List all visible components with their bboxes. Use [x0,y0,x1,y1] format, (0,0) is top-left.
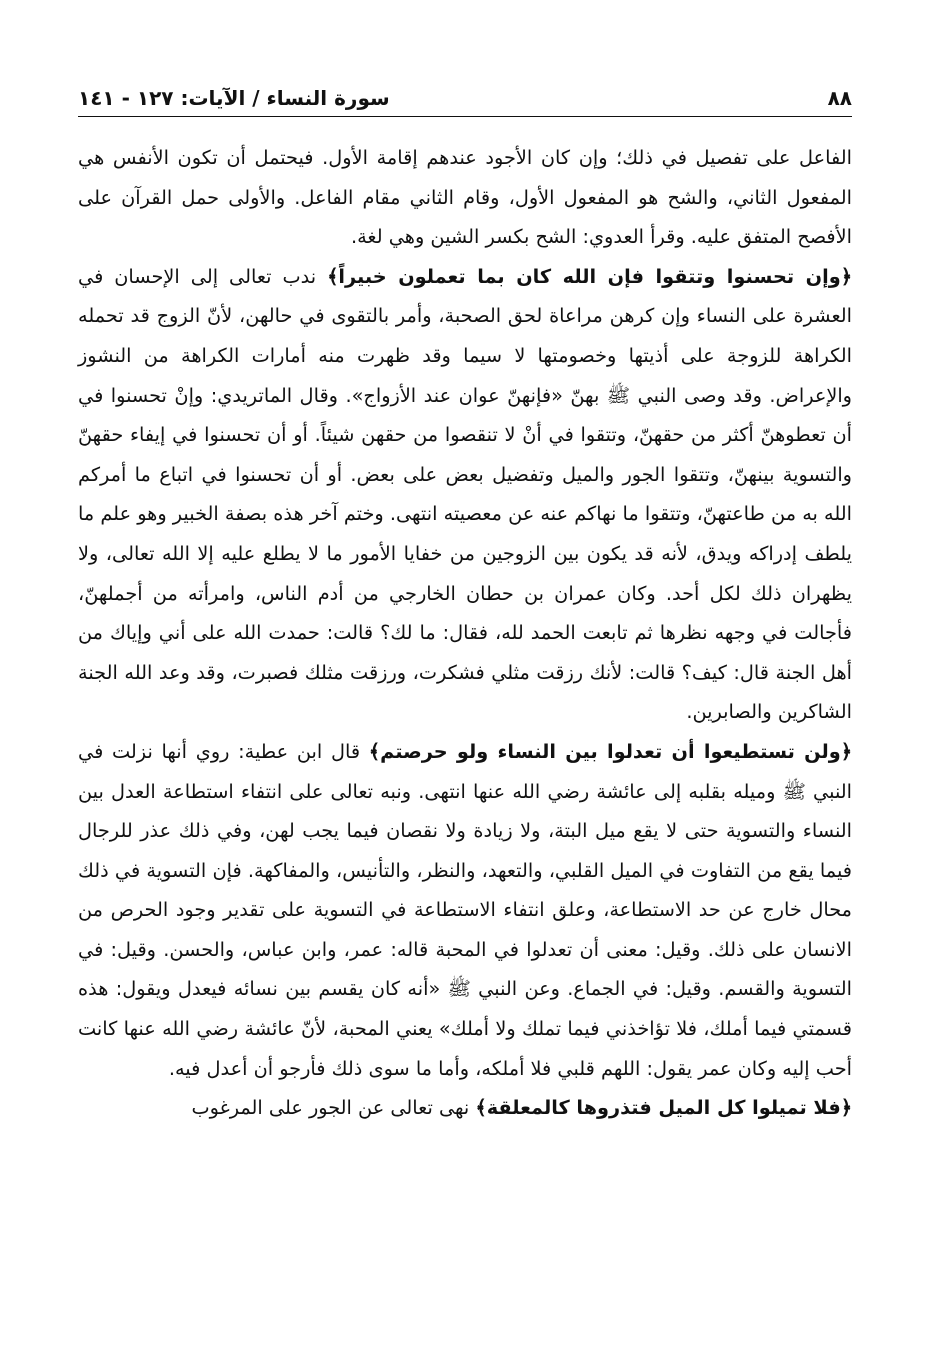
paragraph-4 [78,1088,852,1128]
quran-verse-1: ﴿وإن تحسنوا وتتقوا فإن الله كان بما تعملون خبيراً﴾ [327,264,852,288]
body-text [78,138,852,1128]
paragraph-3-text: قال ابن عطية: روي أنها نزلت في النبي ﷺ وميله بقلبه إلى عائشة رضي الله عنها انتهى. ونبه تعالى على انتفاء استطاعة العدل بين النساء والتسوية حتى لا يقع ميل البتة، ولا زيادة ولا نقصان فيما يجب لهن، وفي ذلك عذر للرجال فيما يقع من التفاوت في الميل القلبي، والتعهد، والنظر، والتأنيس، والمفاكهة. فإن التسوية في ذلك محال خارج عن حد الاستطاعة، وعلق انتفاء الاستطاعة في التسوية على تقدير وجود الحرص من الانسان على ذلك. وقيل: معنى أن تعدلوا في المحبة قاله: عمر، وابن عباس، والحسن. وقيل: في التسوية والقسم. وقيل: في الجماع. وعن النبي ﷺ «أنه كان يقسم بين نسائه فيعدل ويقول: هذه قسمتي فيما أملك، فلا تؤاخذني فيما تملك ولا أملك» يعني المحبة، لأنّ عائشة رضي الله عنها كانت أحب إليه وكان عمر يقول: اللهم قلبي فلا أملكه، وأما ما سوى ذلك فأرجو أن أعدل فيه. [78,739,852,1080]
quran-verse-2: ﴿ولن تستطيعوا أن تعدلوا بين النساء ولو حرصتم﴾ [368,739,852,763]
paragraph-2 [78,257,852,732]
paragraph-3 [78,732,852,1088]
paragraph-1 [78,138,852,257]
quran-verse-3: ﴿فلا تميلوا كل الميل فتذروها كالمعلقة﴾ [475,1096,852,1120]
paragraph-4-text: نهى تعالى عن الجور على المرغوب [191,1096,476,1120]
paragraph-2-text: ندب تعالى إلى الإحسان في العشرة على النساء وإن كرهن مراعاة لحق الصحبة، وأمر بالتقوى في حالهن، لأنّ الزوج قد تحمله الكراهة للزوجة على أذيتها وخصومتها لا سيما وقد ظهرت منه أمارات الكراهة من النشوز والإعراض. وقد وصى النبي ﷺ بهنّ «فإنهنّ عوان عند الأزواج». وقال الماتريدي: وإنْ تحسنوا في أن تعطوهنّ أكثر من حقهنّ، وتتقوا في أنْ لا تنقصوا من حقهن شيئاً. أو أن تحسنوا في إيفاء حقهنّ والتسوية بينهنّ، وتتقوا الجور والميل وتفضيل بعض على بعض. أو أن تحسنوا في اتباع ما أمركم الله به من طاعتهنّ، وتتقوا ما نهاكم عنه عن معصيته انتهى. وختم آخر هذه بصفة الخبير وهو علم ما يلطف إدراكه ويدق، لأنه قد يكون بين الزوجين من خفايا الأمور ما لا يطلع عليه إلا الله تعالى، ولا يظهران ذلك لكل أحد. وكان عمران بن حطان الخارجي من أدم الناس، وامرأته من أجملهنّ، فأجالت في وجهه نظرها ثم تابعت الحمد لله، فقال: ما لك؟ قالت: حمدت الله على أني وإياك من أهل الجنة قال: كيف؟ قالت: لأنك رزقت مثلي فشكرت، ورزقت مثلك فصبرت، وقد وعد الله الجنة الشاكرين والصابرين. [78,264,852,724]
running-title: سورة النساء / الآيات: ١٢٧ - ١٤١ [78,86,390,110]
running-header [78,86,852,118]
paragraph-1-text: الفاعل على تفصيل في ذلك؛ وإن كان الأجود عندهم إقامة الأول. فيحتمل أن تكون الأنفس هي المفعول الثاني، والشح هو المفعول الأول، وقام الثاني مقام الفاعل. والأولى حمل القرآن على الأفصح المتفق عليه. وقرأ العدوي: الشح بكسر الشين وهي لغة. [78,146,852,249]
header-rule [78,116,852,117]
page-number: ٨٨ [827,86,852,110]
